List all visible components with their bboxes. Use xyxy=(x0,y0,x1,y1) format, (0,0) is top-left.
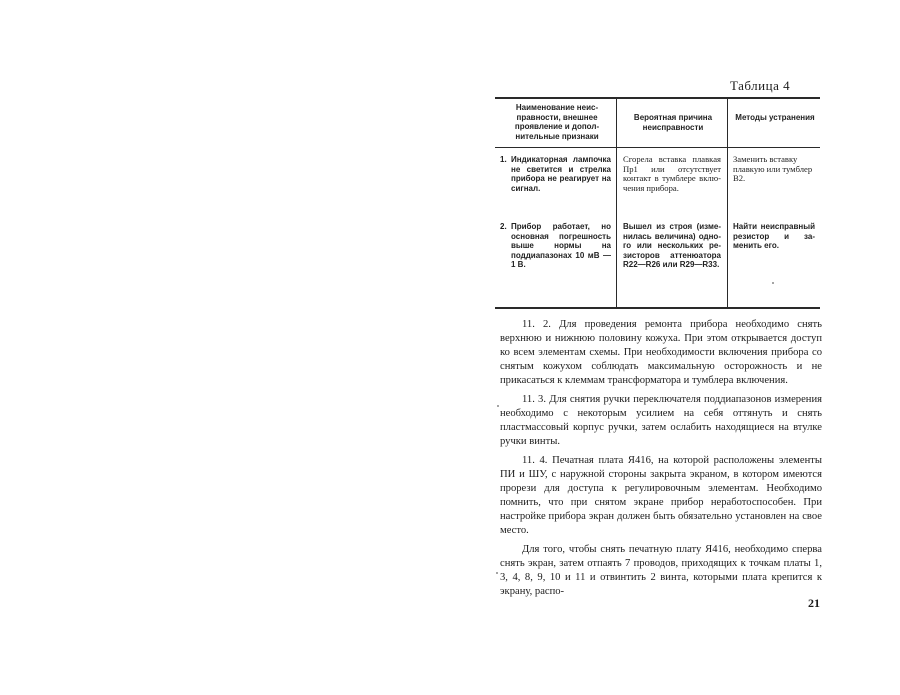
row-2-number: 2. xyxy=(500,222,507,231)
scan-speck xyxy=(496,572,498,574)
table-col-divider-2 xyxy=(727,97,728,308)
row-1-cause: Сгорела вставка плавкая Пр1 или отсутствует контакт в тумблере включения прибора. xyxy=(623,154,721,193)
header-symptom: Наименование неисправности, внешнее проявление и дополнительные признаки xyxy=(514,103,600,141)
paragraph-board-removal: Для того, чтобы снять печатную плату Я416, необходимо сперва снять экран, затем отпаять 7 проводов, приходящих к точкам платы 1, 3, 4, 8, 9, 10 и 11 и отвинтить 2 винта, которыми плата крепится к экрану, распо- xyxy=(500,544,822,597)
table-col-divider-1 xyxy=(616,97,617,308)
header-remedy: Методы устранения xyxy=(735,113,815,122)
row-2-remedy: Найти неисправный резистор и заменить его. xyxy=(733,222,815,250)
body-text xyxy=(500,318,822,604)
row-2-cause: Вышел из строя (изменилась величина) одного или нескольких резисторов аттенюатора R22—R26 или R29—R33. xyxy=(623,222,721,269)
scan-speck xyxy=(497,405,499,407)
table-header-rule xyxy=(495,147,820,148)
paragraph-11-2: 11. 2. Для проведения ремонта прибора необходимо снять верхнюю и нижнюю половину кожуха. При этом открывается доступ ко всем элементам схемы. При необходимости включения прибора со снятым кожухом соблюдать максимальную осторожность и не прикасаться к клеммам трансформатора и тумблера включения. xyxy=(500,319,822,386)
table-top-rule xyxy=(495,97,820,99)
row-1-number: 1. xyxy=(500,155,507,164)
row-1-symptom: Индикаторная лампочка не светится и стрелка прибора не реагирует на сигнал. xyxy=(511,155,611,193)
paragraph-11-4: 11. 4. Печатная плата Я416, на которой расположены элементы ПИ и ШУ, с наружной стороны закрыта экраном, в котором имеются прорези для доступа к регулировочным элементам. Необходимо помнить, что при снятом экране прибор неработоспособен. При настройке прибора экран должен быть обязательно установлен на свое место. xyxy=(500,455,822,536)
header-cause: Вероятная причина неисправности xyxy=(633,113,713,132)
page-number: 21 xyxy=(808,596,820,610)
row-2-symptom: Прибор работает, но основная погрешность выше нормы на поддиапазонах 10 мВ — 1 В. xyxy=(511,222,611,269)
paragraph-11-3: 11. 3. Для снятия ручки переключателя поддиапазонов измерения необходимо с некоторым усилием на себя оттянуть и снять пластмассовый корпус ручки, затем ослабить находящиеся на втулке ручки винты. xyxy=(500,394,822,447)
scan-speck xyxy=(772,282,774,284)
table-caption: Таблица 4 xyxy=(730,78,791,93)
table-bottom-rule xyxy=(495,307,820,309)
fault-table xyxy=(495,97,820,309)
row-1-remedy: Заменить вставку плавкую или тумблер В2. xyxy=(733,154,813,183)
